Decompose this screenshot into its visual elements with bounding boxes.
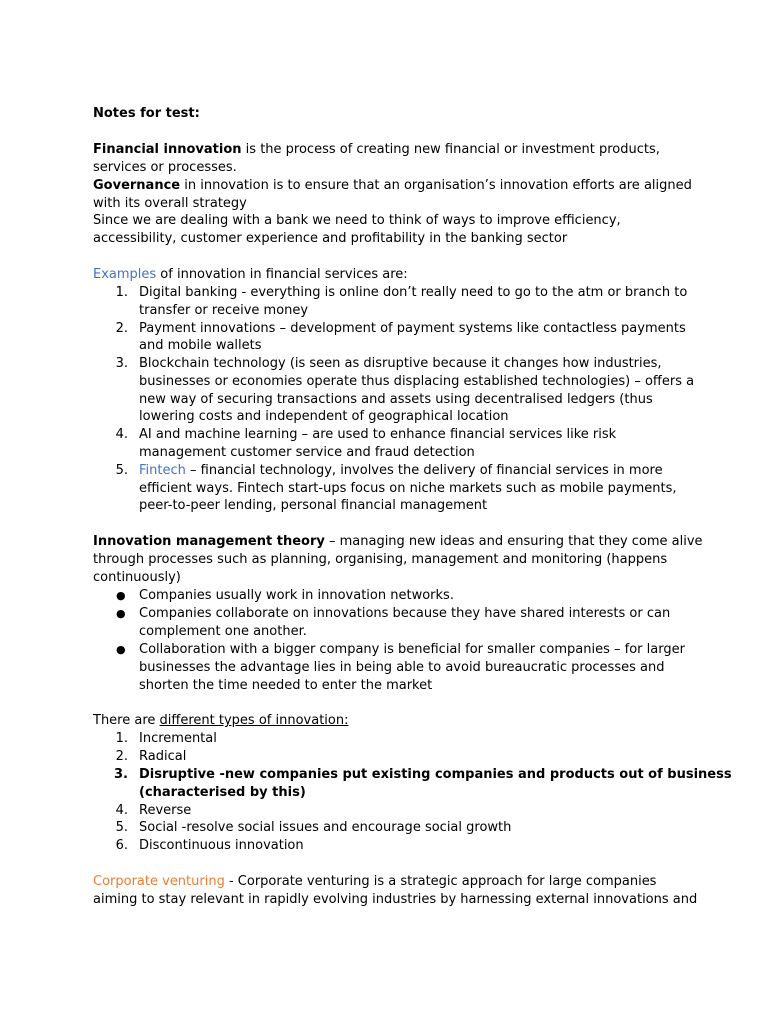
corporate-venturing-line-2: aiming to stay relevant in rapidly evolving industries by harnessing external innovations and [93,892,698,907]
example-4-line-2: management customer service and fraud detection [139,445,475,460]
example-5-text: – financial technology, involves the delivery of financial services in more [185,463,663,478]
governance-line-1 [93,177,692,195]
governance-term: Governance [93,178,181,193]
types-lead: There are [93,713,160,728]
types-heading [93,712,348,730]
example-1-line-1: Digital banking - everything is online don’t really need to go to the atm or branch to [139,285,688,300]
governance-line-2: with its overall strategy [93,196,247,211]
imt-term: Innovation management theory [93,534,325,549]
imt-bullet-3-line-1: Collaboration with a bigger company is beneficial for smaller companies – for larger [139,642,685,657]
financial-innovation-line-1 [93,141,660,159]
type-6: Discontinuous innovation [139,838,304,853]
bank-line-2: accessibility, customer experience and profitability in the banking sector [93,231,568,246]
example-1-line-2: transfer or receive money [139,303,309,318]
type-1: Incremental [139,731,217,746]
type-3-line-2: (characterised by this) [139,785,306,800]
examples-heading-text: of innovation in financial services are: [156,267,408,282]
list-number: 3. [115,356,128,371]
type-2: Radical [139,749,187,764]
imt-line-3: continuously) [93,570,181,585]
example-2-line-2: and mobile wallets [139,338,262,353]
bank-line-1: Since we are dealing with a bank we need to think of ways to improve efficiency, [93,213,621,228]
list-number: 5. [115,820,128,835]
imt-text: – managing new ideas and ensuring that they come alive [324,534,703,549]
imt-bullet-2-line-1: Companies collaborate on innovations because they have shared interests or can [139,606,671,621]
examples-heading [93,266,408,284]
list-number: 4. [115,803,128,818]
example-3-line-2: businesses or economies operate thus displacing established technologies) – offers a [139,374,695,389]
bullet-icon: ● [116,589,126,602]
corporate-venturing-text: - Corporate venturing is a strategic approach for large companies [224,874,657,889]
type-5: Social -resolve social issues and encourage social growth [139,820,512,835]
example-3-line-3: new way of securing transactions and assets using decentralised ledgers (thus [139,392,653,407]
list-number: 2. [115,321,128,336]
example-3-line-4: lowering costs and independent of geographical location [139,409,509,424]
example-3-line-1: Blockchain technology (is seen as disruptive because it changes how industries, [139,356,662,371]
bullet-icon: ● [116,643,126,656]
financial-innovation-line-2: services or processes. [93,160,237,175]
imt-bullet-3-line-2: businesses the advantage lies in being able to avoid bureaucratic processes and [139,660,665,675]
list-number: 1. [115,731,128,746]
corporate-venturing-term: Corporate venturing [93,874,225,889]
imt-bullet-3-line-3: shorten the time needed to enter the market [139,678,433,693]
example-5-line-1 [139,462,663,480]
fintech-term: Fintech [139,463,186,478]
type-3-line-1: Disruptive -new companies put existing companies and products out of business [139,767,732,782]
page-title: Notes for test: [93,106,200,121]
imt-bullet-1: Companies usually work in innovation networks. [139,588,454,603]
type-4: Reverse [139,803,192,818]
list-number: 1. [115,285,128,300]
example-5-line-3: peer-to-peer lending, personal financial management [139,498,488,513]
corporate-venturing-line-1 [93,873,656,891]
list-number: 2. [115,749,128,764]
imt-bullet-2-line-2: complement one another. [139,624,307,639]
example-2-line-1: Payment innovations – development of payment systems like contactless payments [139,321,686,336]
examples-term: Examples [93,267,157,282]
list-number: 3. [114,767,128,782]
example-5-line-2: efficient ways. Fintech start-ups focus on niche markets such as mobile payments, [139,481,677,496]
financial-innovation-text: is the process of creating new financial or investment products, [241,142,660,157]
imt-line-2: through processes such as planning, organising, management and monitoring (happens [93,552,668,567]
imt-line-1 [93,533,703,551]
list-number: 5. [115,463,128,478]
example-4-line-1: AI and machine learning – are used to enhance financial services like risk [139,427,617,442]
list-number: 6. [115,838,128,853]
types-link: different types of innovation: [159,713,349,728]
governance-text: in innovation is to ensure that an organisation’s innovation efforts are aligned [180,178,692,193]
bullet-icon: ● [116,607,126,620]
financial-innovation-term: Financial innovation [93,142,242,157]
list-number: 4. [115,427,128,442]
